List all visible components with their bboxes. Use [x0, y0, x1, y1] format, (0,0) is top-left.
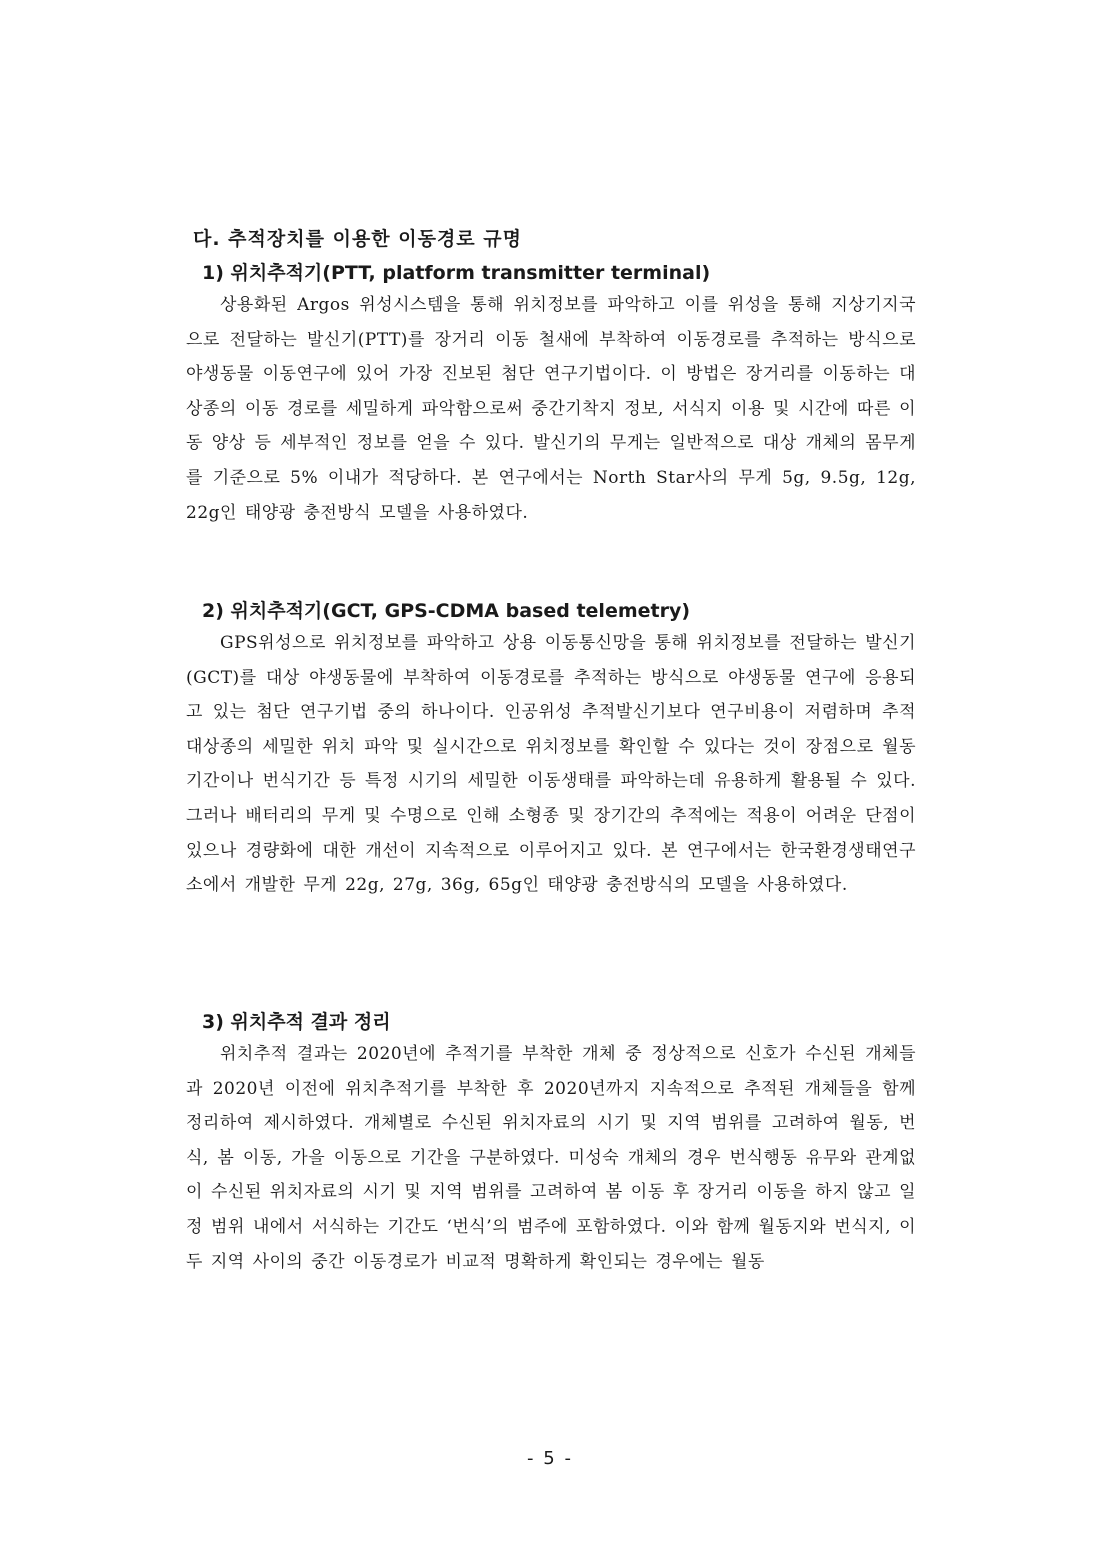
section-title: 다. 추적장치를 이용한 이동경로 규명: [193, 228, 522, 250]
subsection-heading: 1) 위치추적기(PTT, platform transmitter terminal): [202, 262, 711, 284]
subsection-heading: 2) 위치추적기(GCT, GPS-CDMA based telemetry): [202, 600, 691, 622]
subsection-results: [186, 1007, 916, 1279]
subsection-gct: [186, 596, 916, 903]
subsection-ptt: [186, 258, 916, 530]
subsection-paragraph: 위치추적 결과는 2020년에 추적기를 부착한 개체 중 정상적으로 신호가 수신된 개체들과 2020년 이전에 위치추적기를 부착한 후 2020년까지 지속적으로 추적된 개체들을 함께 정리하여 제시하였다. 개체별로 수신된 위치자료의 시기 및 지역 범위를 고려하여 월동, 번식, 봄 이동, 가을 이동으로 기간을 구분하였다. 미성숙 개체의 경우 번식행동 유무와 관계없이 수신된 위치자료의 시기 및 지역 범위를 고려하여 봄 이동 후 장거리 이동을 하지 않고 일정 범위 내에서 서식하는 기간도 ‘번식’의 범주에 포함하였다. 이와 함께 월동지와 번식지, 이 두 지역 사이의 중간 이동경로가 비교적 명확하게 확인되는 경우에는 월동: [186, 1044, 916, 1272]
subsection-heading: 3) 위치추적 결과 정리: [202, 1011, 391, 1033]
page-number: - 5 -: [527, 1448, 573, 1469]
subsection-paragraph: GPS위성으로 위치정보를 파악하고 상용 이동통신망을 통해 위치정보를 전달하는 발신기(GCT)를 대상 야생동물에 부착하여 이동경로를 추적하는 방식으로 야생동물 연구에 응용되고 있는 첨단 연구기법 중의 하나이다. 인공위성 추적발신기보다 연구비용이 저렴하며 추적 대상종의 세밀한 위치 파악 및 실시간으로 위치정보를 확인할 수 있다는 것이 장점으로 월동기간이나 번식기간 등 특정 시기의 세밀한 이동생태를 파악하는데 유용하게 활용될 수 있다. 그러나 배터리의 무게 및 수명으로 인해 소형종 및 장기간의 추적에는 적용이 어려운 단점이 있으나 경량화에 대한 개선이 지속적으로 이루어지고 있다. 본 연구에서는 한국환경생태연구소에서 개발한 무게 22g, 27g, 36g, 65g인 태양광 충전방식의 모델을 사용하였다.: [186, 633, 916, 896]
subsection-paragraph: 상용화된 Argos 위성시스템을 통해 위치정보를 파악하고 이를 위성을 통해 지상기지국으로 전달하는 발신기(PTT)를 장거리 이동 철새에 부착하여 이동경로를 추적하는 방식으로 야생동물 이동연구에 있어 가장 진보된 첨단 연구기법이다. 이 방법은 장거리를 이동하는 대상종의 이동 경로를 세밀하게 파악함으로써 중간기착지 정보, 서식지 이용 및 시간에 따른 이동 양상 등 세부적인 정보를 얻을 수 있다. 발신기의 무게는 일반적으로 대상 개체의 몸무게를 기준으로 5% 이내가 적당하다. 본 연구에서는 North Star사의 무게 5g, 9.5g, 12g, 22g인 태양광 충전방식 모델을 사용하였다.: [186, 295, 916, 523]
